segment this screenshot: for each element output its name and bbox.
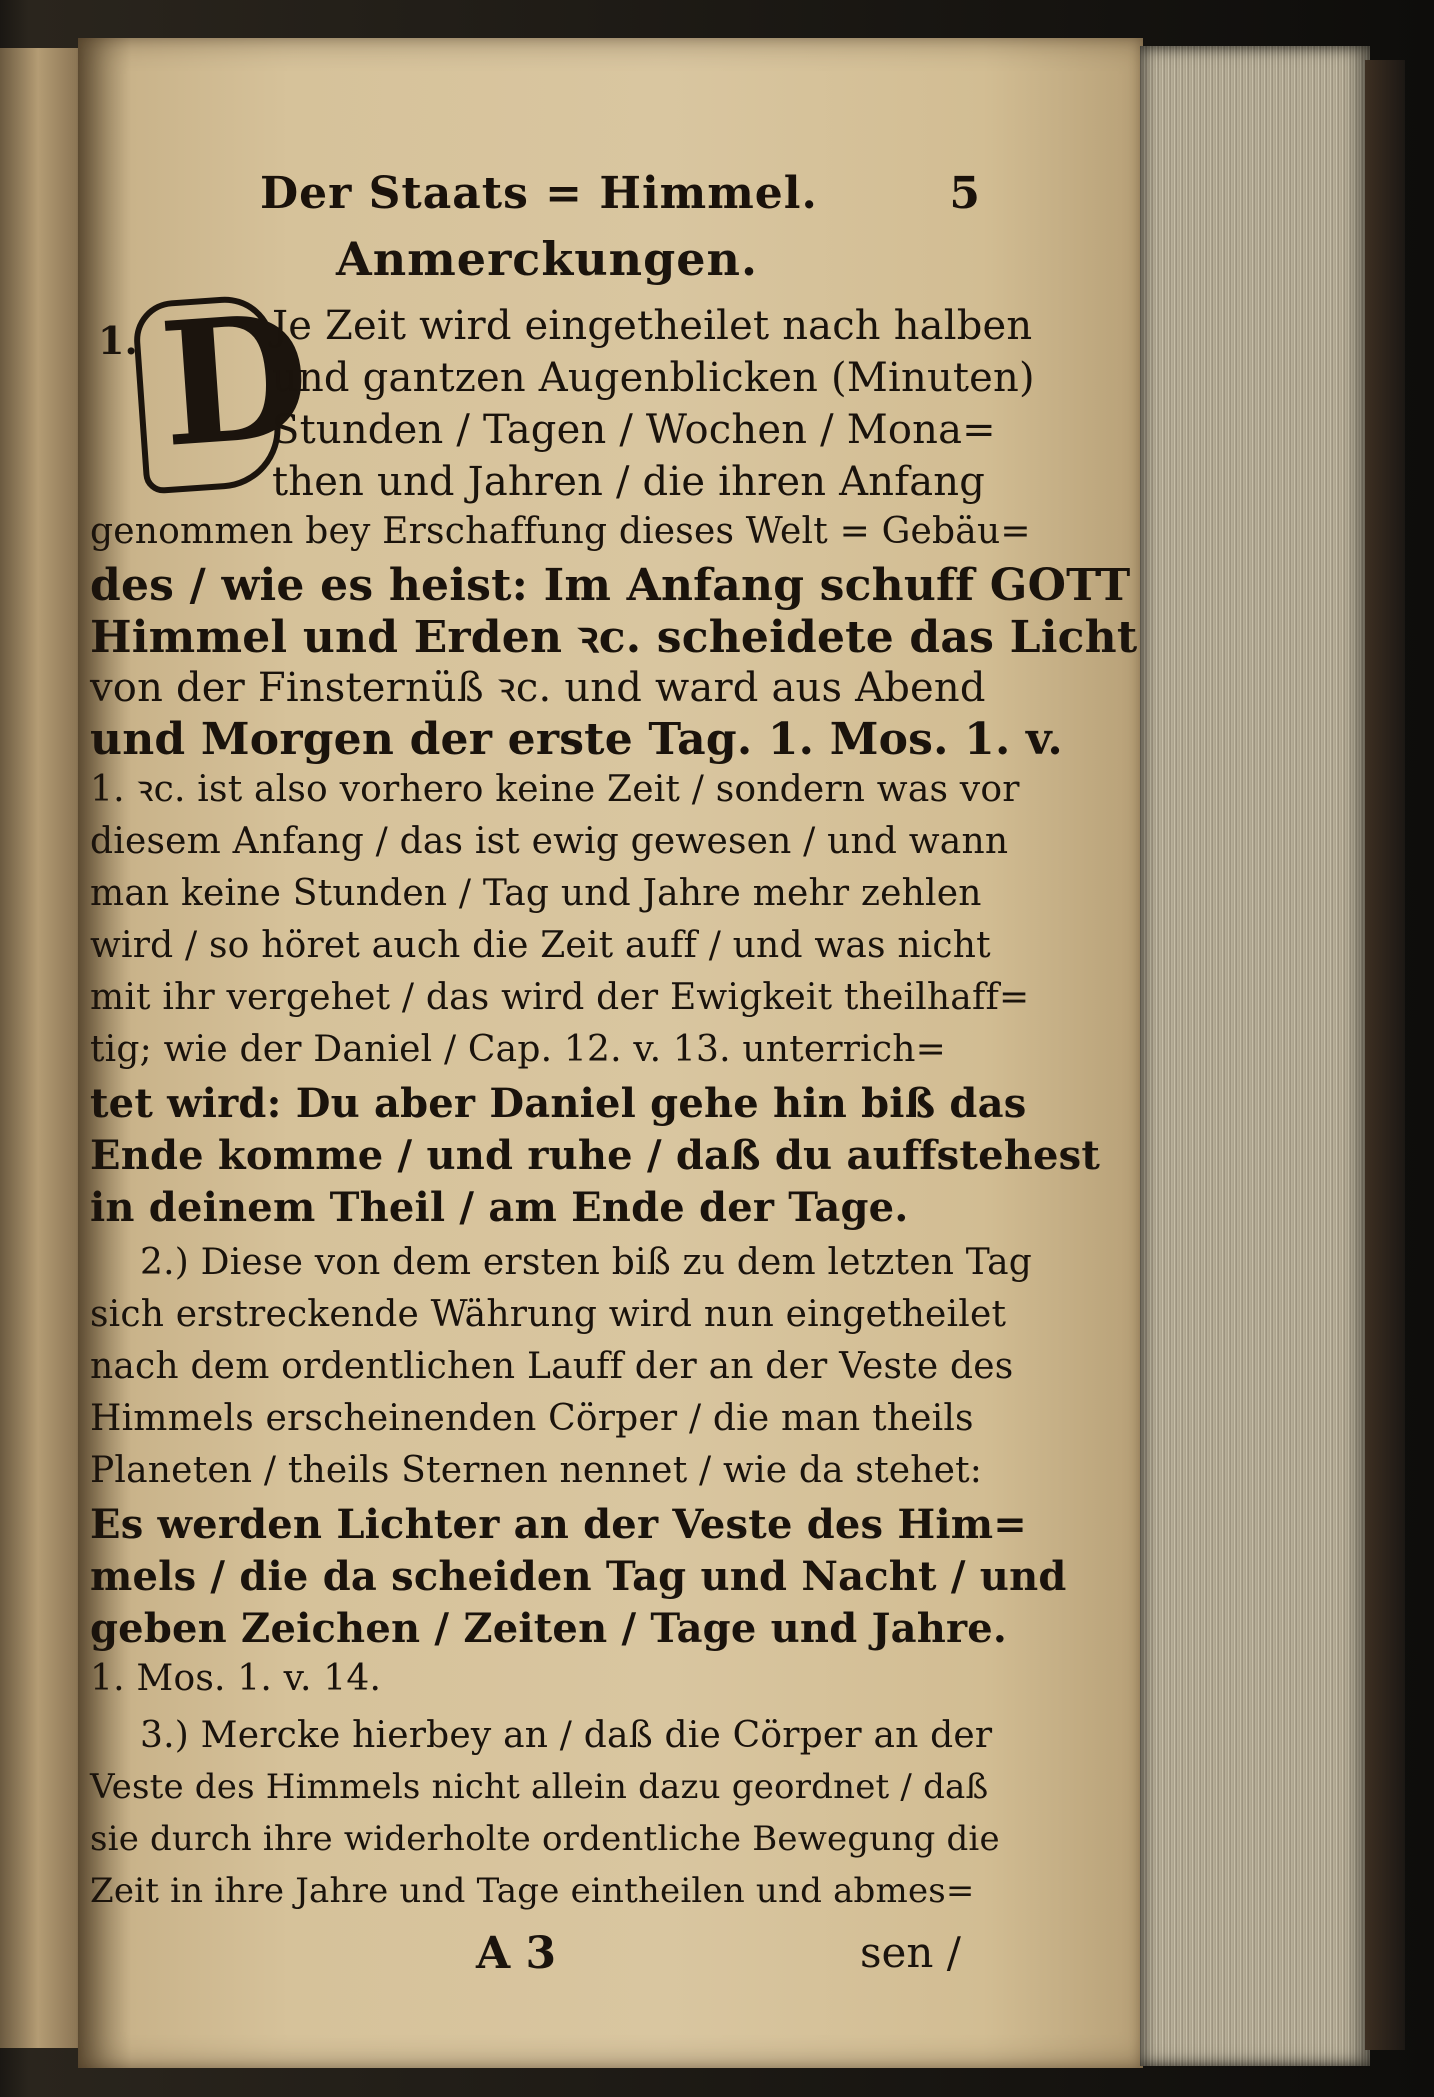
running-header	[260, 168, 980, 228]
text-line: 1. ꝛc. ist also vorhero keine Zeit / sondern was vor	[90, 769, 1020, 810]
running-title: Der Staats = Himmel.	[260, 168, 818, 219]
paragraph-number: 1.	[98, 318, 138, 363]
text-line: tig; wie der Daniel / Cap. 12. v. 13. unterrich=	[90, 1029, 947, 1070]
text-line: geben Zeichen / Zeiten / Tage und Jahre.	[90, 1605, 1008, 1652]
text-line: diesem Anfang / das ist ewig gewesen / und wann	[90, 821, 1009, 862]
book-cover-edge	[1365, 60, 1405, 2050]
text-line: Himmel und Erden ꝛc. scheidete das Licht	[90, 612, 1138, 663]
ornamental-initial	[131, 276, 316, 494]
text-line: Himmels erscheinenden Cörper / die man theils	[90, 1398, 974, 1439]
text-line: Zeit in ihre Jahre und Tage eintheilen und abmes=	[90, 1871, 975, 1911]
text-line: und Morgen der erste Tag. 1. Mos. 1. v.	[90, 714, 1063, 765]
text-line: 2.) Diese von dem ersten biß zu dem letzten Tag	[140, 1242, 1033, 1283]
text-line: nach dem ordentlichen Lauff der an der Veste des	[90, 1346, 1014, 1387]
text-line: Planeten / theils Sternen nennet / wie da stehet:	[90, 1450, 983, 1491]
text-line: in deinem Theil / am Ende der Tage.	[90, 1184, 909, 1231]
text-line: Veste des Himmels nicht allein dazu geordnet / daß	[90, 1767, 989, 1807]
page-edges	[1140, 46, 1370, 2066]
text-line: Ende komme / und ruhe / daß du auffstehest	[90, 1132, 1101, 1179]
signature-mark: A 3	[476, 1928, 557, 1979]
text-line: 1. Mos. 1. v. 14.	[90, 1658, 382, 1699]
text-line: von der Finsternüß ꝛc. und ward aus Abend	[90, 665, 986, 711]
text-line: Es werden Lichter an der Veste des Him=	[90, 1501, 1028, 1548]
text-line: man keine Stunden / Tag und Jahre mehr zehlen	[90, 873, 982, 914]
text-line: sich erstreckende Währung wird nun eingetheilet	[90, 1294, 1007, 1335]
text-line: sie durch ihre widerholte ordentliche Bewegung die	[90, 1819, 1000, 1859]
text-line: und gantzen Augenblicken (Minuten)	[272, 355, 1035, 401]
text-line: then und Jahren / die ihren Anfang	[272, 459, 986, 505]
section-title: Anmerckungen.	[336, 232, 758, 286]
text-line: des / wie es heist: Im Anfang schuff GOTT	[90, 560, 1131, 611]
text-line: mels / die da scheiden Tag und Nacht / und	[90, 1553, 1067, 1600]
text-line: wird / so höret auch die Zeit auff / und was nicht	[90, 925, 991, 966]
text-line: genommen bey Erschaffung dieses Welt = Gebäu=	[90, 511, 1031, 552]
text-line: mit ihr vergehet / das wird der Ewigkeit theilhaff=	[90, 977, 1030, 1018]
text-line: Stunden / Tagen / Wochen / Mona=	[272, 407, 996, 453]
catchword: sen /	[860, 1928, 961, 1977]
initial-letter: D	[154, 276, 316, 486]
text-line: 3.) Mercke hierbey an / daß die Cörper an der	[140, 1715, 993, 1756]
page-number: 5	[949, 168, 980, 219]
text-line: tet wird: Du aber Daniel gehe hin biß das	[90, 1080, 1027, 1127]
text-line: Je Zeit wird eingetheilet nach halben	[272, 303, 1033, 349]
